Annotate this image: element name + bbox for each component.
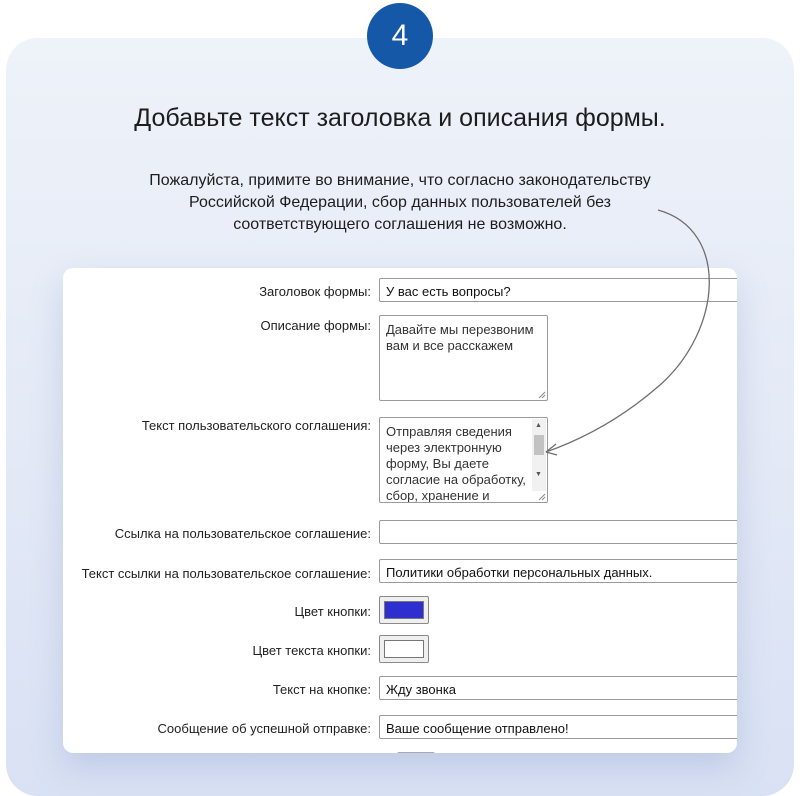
- agreement-link-label: Ссылка на пользовательское соглашение:: [114, 526, 371, 541]
- form-settings-card: [63, 268, 737, 753]
- scroll-down-icon[interactable]: ▼: [535, 471, 542, 478]
- resize-grip-icon[interactable]: [537, 390, 546, 399]
- agreement-link-input[interactable]: [379, 520, 737, 544]
- button-text-label: Текст на кнопке:: [272, 682, 371, 697]
- agreement-textarea[interactable]: [379, 417, 548, 503]
- description-text: Давайте мы перезвоним вам и все расскажем: [386, 322, 534, 353]
- button-text-input[interactable]: Жду звонка: [379, 676, 737, 700]
- title-input[interactable]: У вас есть вопросы?: [379, 278, 737, 302]
- description-label: Описание формы:: [260, 318, 371, 333]
- title-label: Заголовок формы:: [259, 284, 371, 299]
- scroll-up-icon[interactable]: ▲: [535, 422, 542, 429]
- success-message-input[interactable]: Ваше сообщение отправлено!: [379, 715, 737, 739]
- button-text-color-swatch: [384, 640, 424, 658]
- agreement-link-text-input[interactable]: Политики обработки персональных данных.: [379, 559, 737, 583]
- legal-note-line: Пожалуйста, примите во внимание, что согласно законодательству: [149, 172, 651, 189]
- legal-note-line: Российской Федерации, сбор данных пользователей без: [189, 194, 611, 211]
- button-text-color-label: Цвет текста кнопки:: [252, 643, 371, 658]
- success-message-label: Сообщение об успешной отправке:: [157, 721, 371, 736]
- agreement-scrollbar[interactable]: [532, 419, 546, 491]
- button-color-swatch: [384, 601, 424, 619]
- next-field-stub: [397, 752, 435, 753]
- button-color-label: Цвет кнопки:: [294, 604, 371, 619]
- button-text-color-picker[interactable]: [379, 635, 429, 663]
- legal-note: [130, 170, 670, 236]
- legal-note-line: соответствующего соглашения не возможно.: [233, 216, 567, 233]
- agreement-label: Текст пользовательского соглашения:: [141, 418, 371, 433]
- button-color-picker[interactable]: [379, 596, 429, 624]
- scrollbar-thumb[interactable]: [534, 435, 544, 455]
- page-headline: Добавьте текст заголовка и описания формы.: [134, 104, 666, 132]
- resize-grip-icon[interactable]: [537, 492, 546, 501]
- description-textarea[interactable]: [379, 315, 548, 401]
- agreement-text: Отправляя сведения через электронную форму, Вы даете согласие на обработку, сбор, хранение и: [386, 424, 526, 503]
- step-badge: 4: [367, 3, 433, 69]
- agreement-link-text-label: Текст ссылки на пользовательское соглашение:: [81, 566, 371, 581]
